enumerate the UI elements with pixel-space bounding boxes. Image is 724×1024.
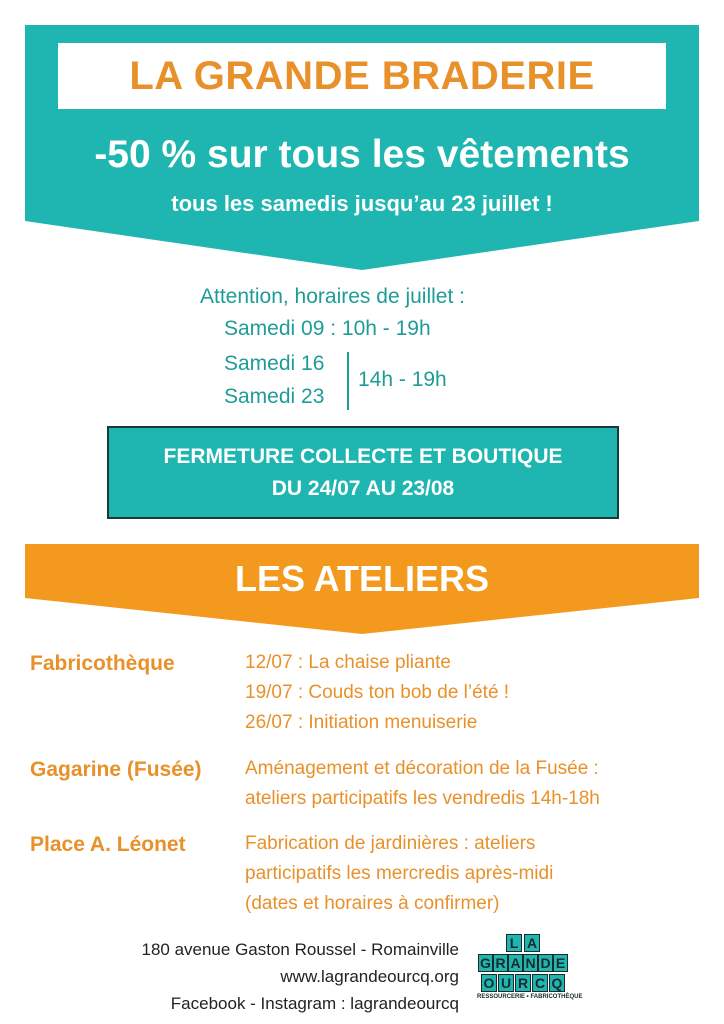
logo-letter: A bbox=[508, 954, 523, 972]
workshop-line: 12/07 : La chaise pliante bbox=[245, 652, 451, 673]
ateliers-title: LES ATELIERS bbox=[234, 558, 490, 599]
la-grande-ourcq-logo bbox=[477, 934, 583, 1014]
logo-letter: D bbox=[538, 954, 553, 972]
logo-tagline: RESSOURCERIE • FABRICOTHÈQUE bbox=[477, 994, 583, 1000]
logo-row-1 bbox=[477, 934, 569, 952]
logo-row-2 bbox=[477, 954, 569, 972]
hours-title: Attention, horaires de juillet : bbox=[200, 285, 465, 308]
footer-address: 180 avenue Gaston Roussel - Romainville bbox=[141, 940, 459, 959]
hours-divider bbox=[347, 352, 349, 410]
logo-letter: C bbox=[532, 974, 548, 992]
logo-letter: O bbox=[481, 974, 497, 992]
logo-letter: R bbox=[515, 974, 531, 992]
workshop-line: participatifs les mercredis après-midi bbox=[245, 863, 554, 884]
logo-letter: L bbox=[506, 934, 522, 952]
promo-subline: tous les samedis jusqu’au 23 juillet ! bbox=[171, 191, 553, 216]
poster-title: LA GRANDE BRADERIE bbox=[129, 53, 595, 98]
workshop-line: Aménagement et décoration de la Fusée : bbox=[245, 758, 599, 779]
hours-day-saturday-16: Samedi 16 bbox=[224, 352, 325, 375]
workshop-details bbox=[245, 829, 553, 919]
workshop-line: (dates et horaires à confirmer) bbox=[245, 893, 500, 914]
workshop-details bbox=[245, 754, 600, 814]
title-box bbox=[58, 43, 666, 109]
logo-letter: R bbox=[493, 954, 508, 972]
footer-social: Facebook - Instagram : lagrandeourcq bbox=[170, 994, 459, 1013]
hours-day-saturday-23: Samedi 23 bbox=[224, 385, 325, 408]
workshop-place: Place A. Léonet bbox=[30, 833, 186, 856]
logo-letter: Q bbox=[549, 974, 565, 992]
logo-letter: U bbox=[498, 974, 514, 992]
logo-letter: A bbox=[524, 934, 540, 952]
logo-row-3 bbox=[477, 974, 569, 992]
logo-letter: G bbox=[478, 954, 493, 972]
workshop-details bbox=[245, 648, 509, 738]
promo-headline: -50 % sur tous les vêtements bbox=[94, 133, 630, 176]
logo-letter: N bbox=[523, 954, 538, 972]
closing-line-2: DU 24/07 AU 23/08 bbox=[271, 476, 455, 500]
workshop-line: ateliers participatifs les vendredis 14h-18h bbox=[245, 788, 600, 809]
closing-notice bbox=[107, 426, 619, 519]
closing-line-1: FERMETURE COLLECTE ET BOUTIQUE bbox=[163, 444, 563, 468]
workshop-line: 26/07 : Initiation menuiserie bbox=[245, 712, 478, 733]
logo-letter: E bbox=[553, 954, 568, 972]
workshop-line: Fabrication de jardinières : ateliers bbox=[245, 833, 536, 854]
hours-line-saturday-09: Samedi 09 : 10h - 19h bbox=[224, 317, 431, 340]
workshop-place: Gagarine (Fusée) bbox=[30, 758, 202, 781]
hours-range: 14h - 19h bbox=[358, 368, 447, 391]
footer-website-link[interactable]: www.lagrandeourcq.org bbox=[280, 967, 459, 986]
workshop-line: 19/07 : Couds ton bob de l’été ! bbox=[245, 682, 510, 703]
workshop-place: Fabricothèque bbox=[30, 652, 175, 675]
